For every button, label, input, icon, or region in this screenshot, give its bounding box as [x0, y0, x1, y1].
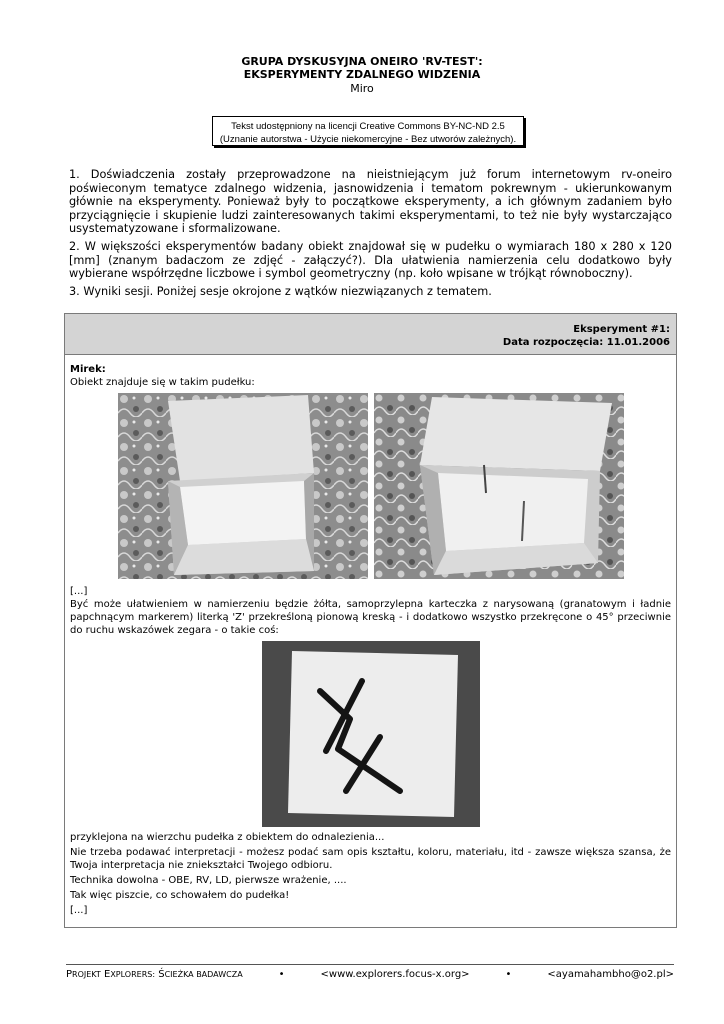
title-line-1: GRUPA DYSKUSYJNA ONEIRO 'RV-TEST': — [241, 55, 483, 68]
title-line-2: EKSPERYMENTY ZDALNEGO WIDZENIA — [243, 68, 481, 81]
experiment-header — [65, 314, 676, 355]
license-line-2: (Uznanie autorstwa - Użycie niekomercyjne - Bez utworów zależnych). — [219, 134, 517, 145]
interpretation-note: Nie trzeba podawać interpretacji - możesz podać sam opis kształtu, koloru, materiału, itd - zawsze większa szansa, że Twoja interpretacja nie zniekształci Twojego odbioru. — [70, 847, 671, 871]
footer-project-label: PROJEKT EXPLORERS: ŚCIEŻKA BADAWCZA — [66, 969, 243, 980]
footer-bullet-1: • — [278, 969, 285, 980]
experiment-date: Data rozpoczęcia: 11.01.2006 — [502, 337, 670, 348]
experiment-table — [64, 313, 677, 928]
box-photos — [70, 393, 671, 579]
intro-paragraph-1: 1. Doświadczenia zostały przeprowadzone na nieistniejącym już forum internetowym rv-oneiro poświeconym tematyce zdalnego widzenia, jasnowidzenia i tematom pokrewnym - ukierunkowanym głównie na eksperymenty. Ponieważ były to początkowe eksperymenty, a ich głównym zadaniem było przyciągnięcie i skupienie ludzi zainteresowanych takimi eksperymentami, to też nie były wystarczająco usystematyzowane i sformalizowane. — [69, 168, 672, 236]
page-footer — [66, 968, 674, 981]
box-photo-open — [118, 393, 368, 579]
ellipsis-2: [...] — [70, 905, 88, 916]
author-name: Miro — [350, 82, 374, 95]
footer-divider — [66, 964, 674, 965]
footer-email: <ayamahambho@o2.pl> — [547, 969, 674, 980]
post-author: Mirek: — [70, 364, 106, 375]
after-image-text: przyklejona na wierzchu pudełka z obiektem do odnalezienia... — [70, 832, 385, 843]
experiment-number: Eksperyment #1: — [573, 324, 670, 335]
intro-section — [69, 168, 672, 302]
document-header — [0, 55, 724, 96]
license-box — [212, 116, 524, 146]
sticky-note-description: Być może ułatwieniem w namierzeniu będzie żółta, samoprzylepna karteczka z narysowaną (granatowym i ładnie papchnącym markerem) literką 'Z' przekreśloną pionową kreską - i dodatkowo wszystko przekręcone o 45° przeciwnie do ruchu wskazówek zegara - o takie coś: — [70, 599, 671, 636]
write-prompt: Tak więc piszcie, co schowałem do pudełka! — [70, 890, 290, 901]
footer-bullet-2: • — [505, 969, 512, 980]
box-description: Obiekt znajduje się w takim pudełku: — [70, 377, 255, 388]
experiment-body — [65, 355, 676, 917]
intro-paragraph-2: 2. W większości eksperymentów badany obiekt znajdował się w pudełku o wymiarach 180 x 280 x 120 [mm] (znanym badaczom ze zdjęć - załączyć?). Dla ułatwienia namierzenia celu dodatkowo były wybierane współrzędne liczbowe i symbol geometryczny (np. koło wpisane w trójkąt równoboczny). — [69, 239, 672, 281]
technique-note: Technika dowolna - OBE, RV, LD, pierwsze wrażenie, .... — [70, 875, 347, 886]
ellipsis-1: [...] — [70, 586, 88, 597]
sticky-note-photo — [262, 641, 480, 827]
box-photo-angled — [374, 393, 624, 579]
intro-paragraph-3: 3. Wyniki sesji. Poniżej sesje okrojone z wątków niezwiązanych z tematem. — [69, 284, 492, 298]
license-line-1: Tekst udostępniony na licencji Creative Commons BY-NC-ND 2.5 — [231, 121, 505, 132]
footer-url: <www.explorers.focus-x.org> — [320, 969, 470, 980]
